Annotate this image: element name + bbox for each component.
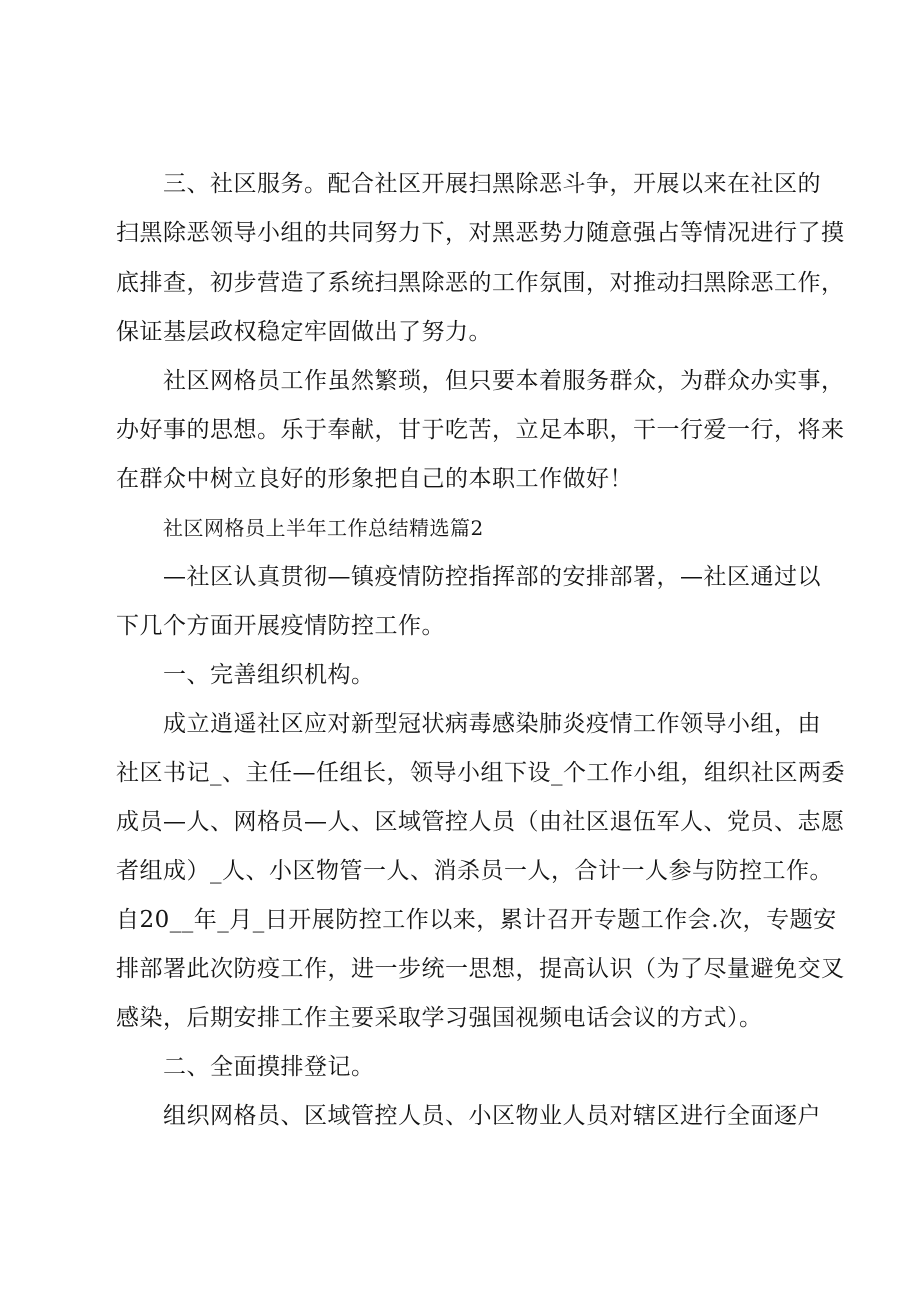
paragraph-3-line-4: 保证基层政权稳定牢固做出了努力。 <box>116 319 492 345</box>
item-1-line-5: 自20__年_月_日开展防控工作以来，累计召开专题工作会.次，专题安 <box>116 907 837 933</box>
paragraph-3-line-2: 扫黑除恶领导小组的共同努力下，对黑恶势力随意强占等情况进行了摸 <box>116 220 845 246</box>
paragraph-4-line-3: 在群众中树立良好的形象把自己的本职工作做好！ <box>116 466 633 492</box>
item-2-heading: 二、全面摸排登记。 <box>163 1054 375 1080</box>
paragraph-3-line-3: 底排查，初步营造了系统扫黑除恶的工作氛围，对推动扫黑除恶工作， <box>116 270 845 296</box>
item-2-line-1: 组织网格员、区域管控人员、小区物业人员对辖区进行全面逐户 <box>163 1103 821 1129</box>
paragraph-4-line-1: 社区网格员工作虽然繁琐，但只要本着服务群众，为群众办实事， <box>163 368 845 394</box>
paragraph-3-line-1: 三、社区服务。配合社区开展扫黑除恶斗争，开展以来在社区的 <box>163 171 821 197</box>
item-1-line-1: 成立逍遥社区应对新型冠状病毒感染肺炎疫情工作领导小组，由 <box>163 711 821 737</box>
item-1-line-3: 成员—人、网格员—人、区域管控人员（由社区退伍军人、党员、志愿 <box>116 809 845 835</box>
item-1-line-6: 排部署此次防疫工作，进一步统一思想，提高认识（为了尽量避免交叉 <box>116 956 845 982</box>
item-1-line-7: 感染，后期安排工作主要采取学习强国视频电话会议的方式）。 <box>116 1005 763 1031</box>
intro-line-2: 下几个方面开展疫情防控工作。 <box>116 613 445 639</box>
item-1-heading: 一、完善组织机构。 <box>163 662 375 688</box>
item-1-line-4: 者组成）_人、小区物管一人、消杀员一人，合计一人参与防控工作。 <box>116 858 833 884</box>
intro-line-1: —社区认真贯彻—镇疫情防控指挥部的安排部署，—社区通过以 <box>163 564 821 590</box>
item-1-line-2: 社区书记_、主任—任组长，领导小组下设_个工作小组，组织社区两委 <box>116 760 845 786</box>
section-heading: 社区网格员上半年工作总结精选篇2 <box>163 516 484 540</box>
paragraph-4-line-2: 办好事的思想。乐于奉献，甘于吃苦，立足本职，干一行爱一行，将来 <box>116 417 845 443</box>
